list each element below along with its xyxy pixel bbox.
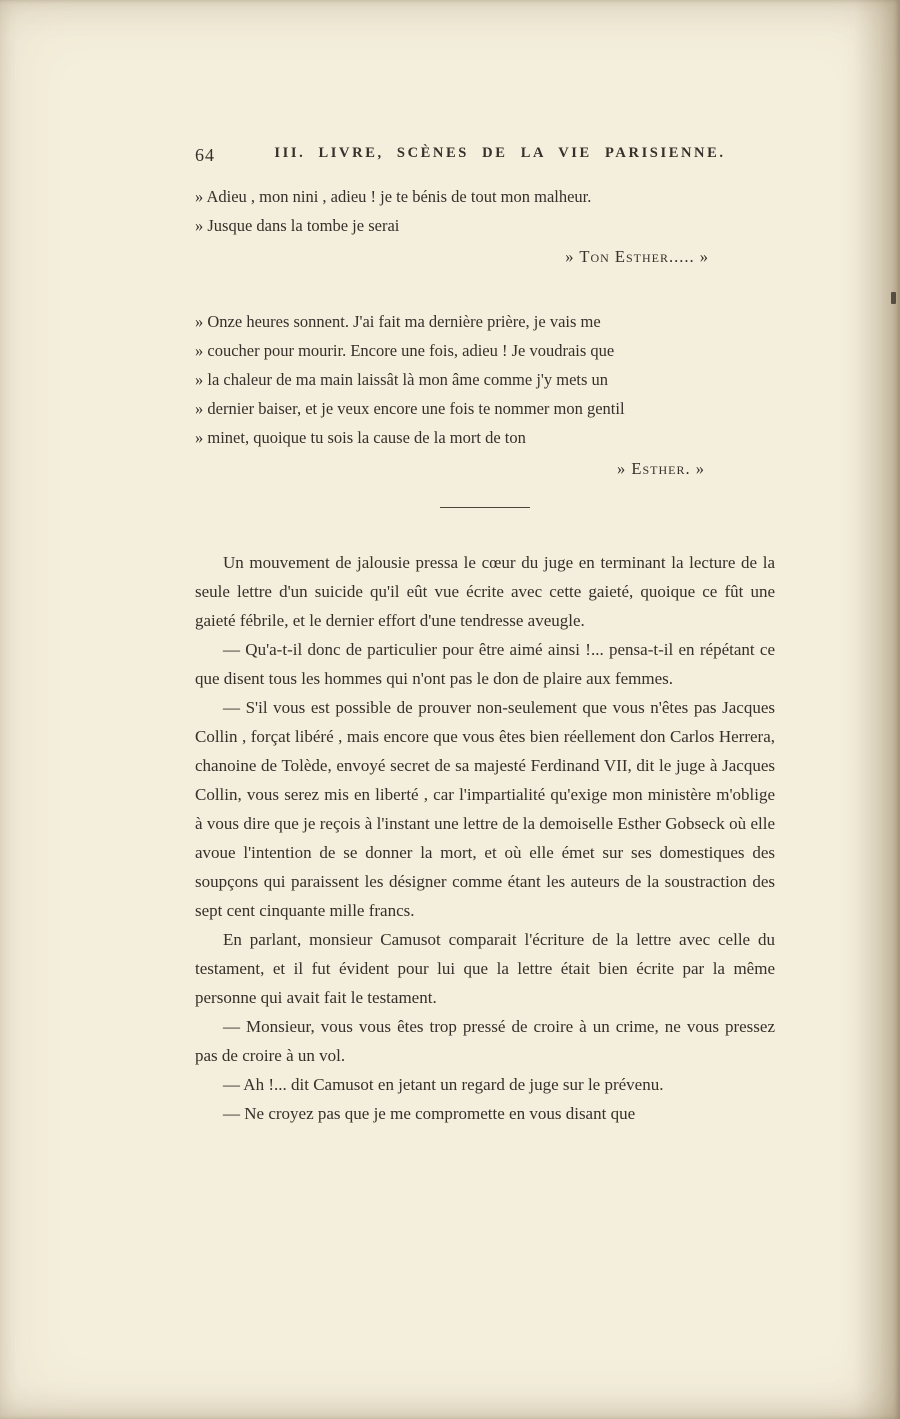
letter-line: » Adieu , mon nini , adieu ! je te bénis de tout mon malheur. [195,187,592,206]
body-text [195,548,775,1128]
letter-signature: » Ton Esther..... » [565,247,709,266]
paragraph: — Monsieur, vous vous êtes trop pressé de croire à un crime, ne vous pressez pas de croire à un vol. [195,1017,775,1065]
paragraph: — Qu'a-t-il donc de particulier pour être aimé ainsi !... pensa-t-il en répétant ce que disent tous les hommes qui n'ont pas le don de plaire aux femmes. [195,640,775,688]
letter-excerpt-1 [195,182,775,271]
paragraph: En parlant, monsieur Camusot comparait l'écriture de la lettre avec celle du testament, et il fut évident pour lui que la lettre était bien écrite par la même personne qui avait fait le testament. [195,930,775,1007]
page-number: 64 [195,145,215,165]
page-header [195,145,775,169]
scan-edge-shadow [854,0,900,1419]
paragraph: — S'il vous est possible de prouver non-seulement que vous n'êtes pas Jacques Collin , forçat libéré , mais encore que vous êtes bien réellement don Carlos Herrera, chanoine de Tolède, envoyé secret de sa majesté Ferdinand VII, dit le juge à Jacques Collin, vous serez mis en liberté , car l'impartialité qu'exige mon ministère m'oblige à vous dire que je reçois à l'instant une lettre de la demoiselle Esther Gobseck où elle avoue l'intention de se donner la mort, et où elle émet sur ses domestiques des soupçons qui paraissent les désigner comme étant les auteurs de la soustraction des sept cent cinquante mille francs. [195,698,775,920]
letter-line: » minet, quoique tu sois la cause de la mort de ton [195,428,526,447]
running-title: III. LIVRE, SCÈNES DE LA VIE PARISIENNE. [274,145,726,161]
section-divider [440,507,530,508]
letter-line: » Onze heures sonnent. J'ai fait ma dernière prière, je vais me [195,312,601,331]
paragraph: — Ne croyez pas que je me compromette en vous disant que [223,1104,636,1123]
text-block [195,145,775,1128]
paragraph: Un mouvement de jalousie pressa le cœur du juge en terminant la lecture de la seule lettre d'un suicide qu'il eût vue écrite avec cette gaieté, quoique ce fût une gaieté fébrile, et le dernier effort d'une tendresse aveugle. [195,553,775,630]
scan-artifact-mark [891,292,896,304]
letter-excerpt-2 [195,307,775,483]
letter-line: » Jusque dans la tombe je serai [195,216,400,235]
letter-line: » la chaleur de ma main laissât là mon âme comme j'y mets un [195,370,609,389]
paragraph: — Ah !... dit Camusot en jetant un regard de juge sur le prévenu. [223,1075,664,1094]
letter-signature: » Esther. » [617,459,705,478]
letter-line: » coucher pour mourir. Encore une fois, adieu ! Je voudrais que [195,341,615,360]
letter-line: » dernier baiser, et je veux encore une fois te nommer mon gentil [195,399,625,418]
